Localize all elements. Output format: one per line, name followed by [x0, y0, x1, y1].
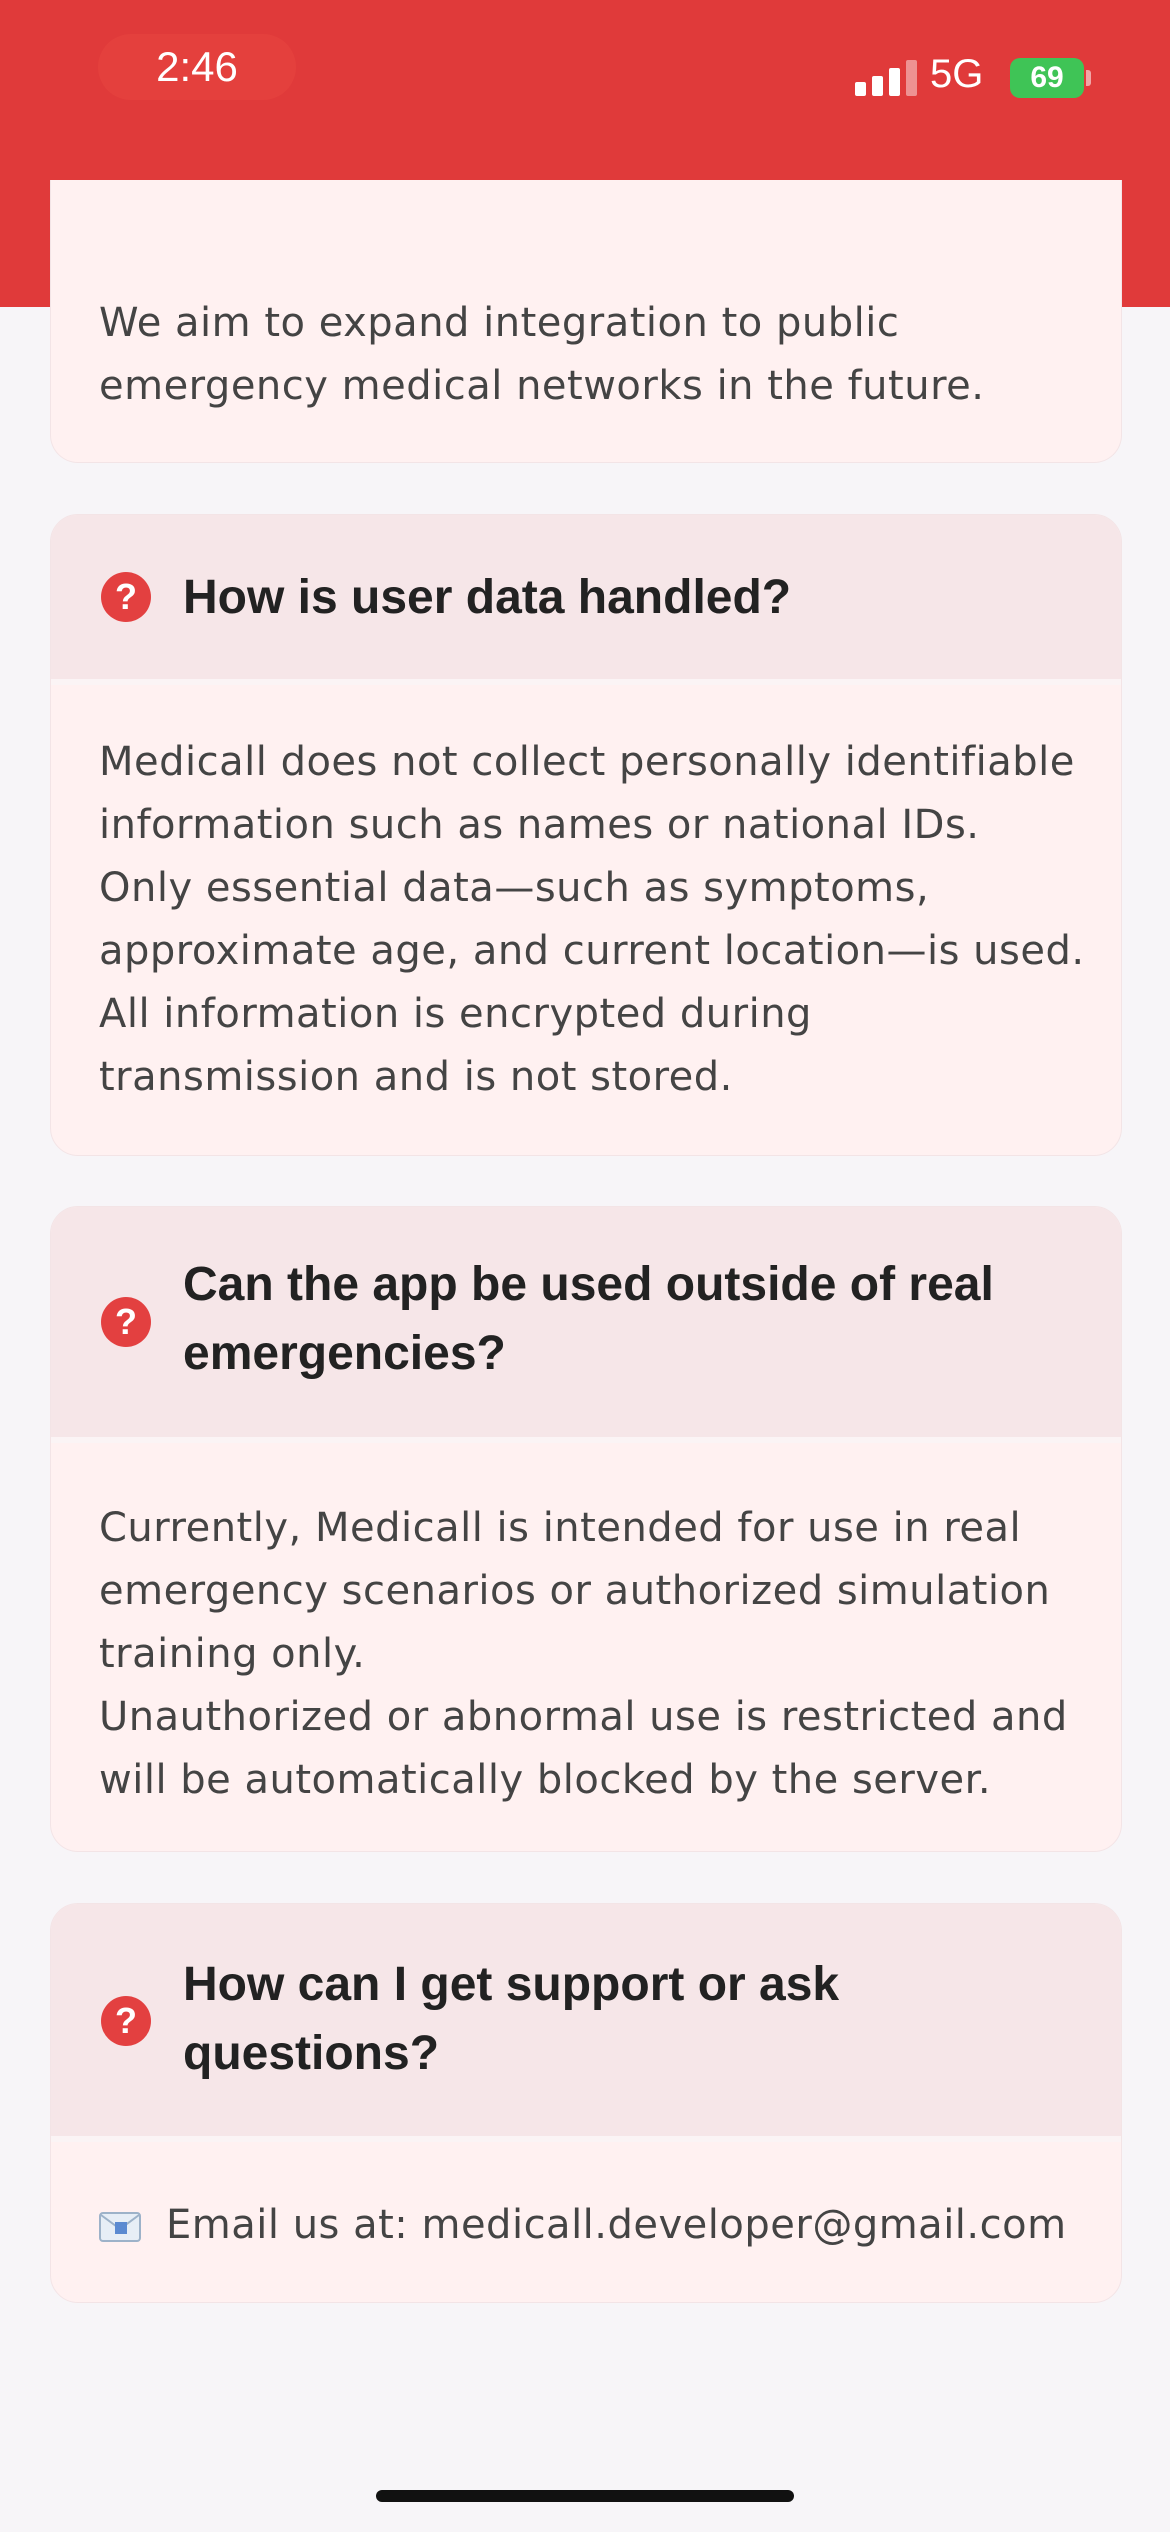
faq-answer: We aim to expand integration to public emergency medical networks in the future.: [99, 300, 985, 409]
battery-level: 69: [1030, 61, 1064, 94]
question-icon: ?: [101, 1996, 151, 2046]
faq-question-row[interactable]: [51, 1904, 1121, 2142]
faq-answer: Currently, Medicall is intended for use in real emergency scenarios or authorized simulation training only. Unauthorized or abnormal use is restricted and will be automatically blocked by the server.: [99, 1505, 1068, 1803]
support-email-text[interactable]: Email us at: medicall.developer@gmail.com: [166, 2202, 1067, 2248]
faq-answer: Medicall does not collect personally identifiable information such as names or national IDs. Only essential data—such as symptoms, approximate age, and current location—is used. All information is encrypted during transmission and is not stored.: [99, 739, 1085, 1100]
faq-card-partial: [50, 180, 1122, 463]
network-type: 5G: [930, 52, 984, 96]
faq-question-row[interactable]: [51, 515, 1121, 685]
faq-card-support: [50, 1903, 1122, 2303]
question-icon: ?: [101, 1297, 151, 1347]
faq-question: Can the app be used outside of real emergencies?: [183, 1258, 994, 1380]
faq-card-user-data: [50, 514, 1122, 1156]
signal-icon: [855, 60, 919, 96]
faq-card-usage: [50, 1206, 1122, 1852]
status-time: 2:46: [156, 43, 238, 90]
faq-question: How can I get support or ask questions?: [183, 1958, 840, 2080]
battery-icon: [1010, 58, 1084, 98]
faq-question: How is user data handled?: [183, 571, 792, 624]
home-indicator: [376, 2490, 794, 2502]
battery-nub: [1086, 70, 1091, 86]
envelope-icon: [99, 2212, 141, 2242]
email-icon: [99, 2212, 141, 2242]
question-icon: ?: [101, 572, 151, 622]
faq-question-row[interactable]: [51, 1207, 1121, 1443]
